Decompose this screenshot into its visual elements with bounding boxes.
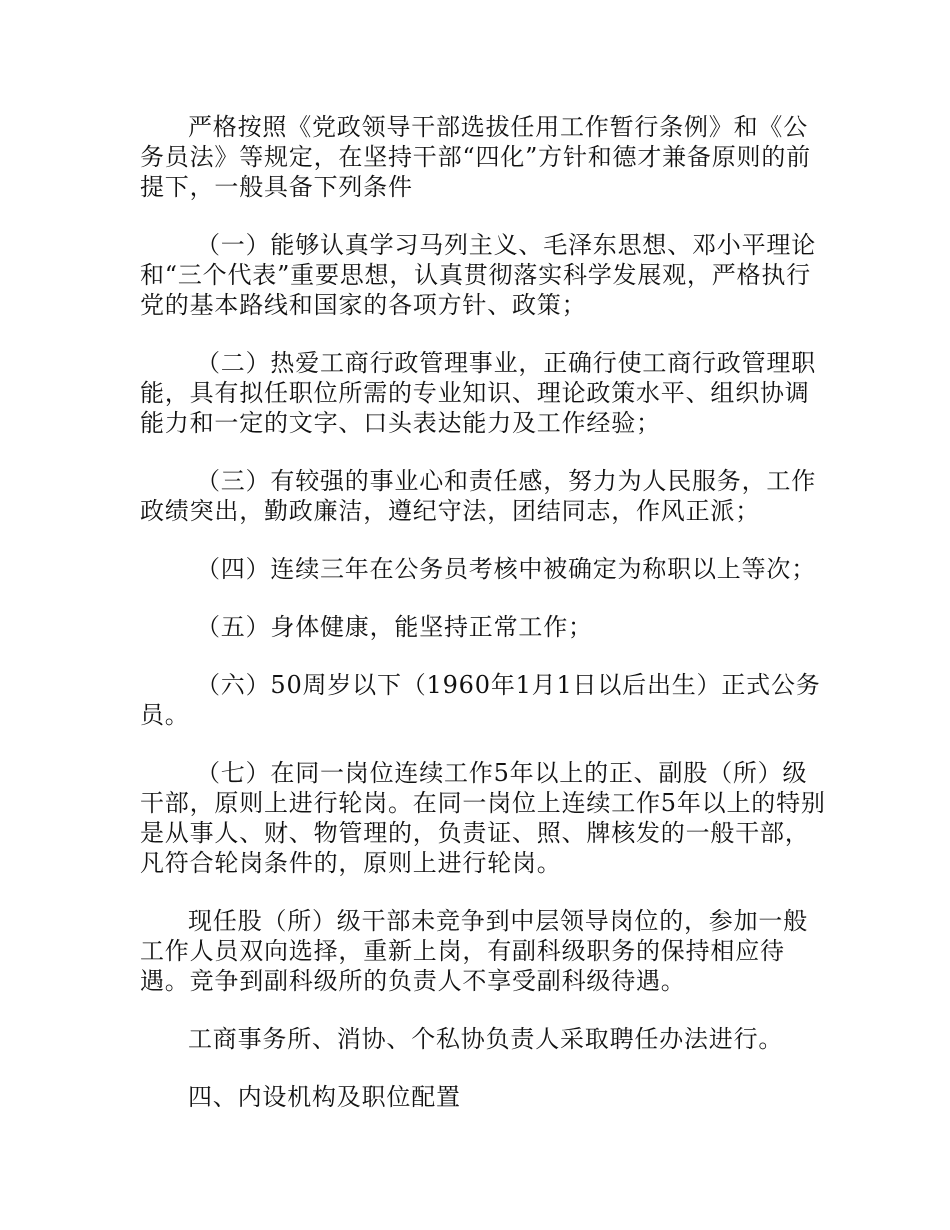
paragraph-condition-7: （七）在同一岗位连续工作5年以上的正、副股（所）级干部，原则上进行轮岗。在同一岗位上连续工作5年以上的特别是从事人、财、物管理的，负责证、照、牌核发的一般干部，凡符合轮岗条件的，原则上进行轮岗。 (140, 759, 826, 877)
paragraph-condition-1: （一）能够认真学习马列主义、毛泽东思想、邓小平理论和“三个代表”重要思想，认真贯彻落实科学发展观，严格执行党的基本路线和国家的各项方针、政策； (140, 231, 816, 319)
paragraph-intro: 严格按照《党政领导干部选拔任用工作暂行条例》和《公务员法》等规定，在坚持干部“四化”方针和德才兼备原则的前提下，一般具备下列条件 (140, 113, 811, 201)
document-body (140, 112, 828, 1112)
paragraph-condition-4: （四）连续三年在公务员考核中被确定为称职以上等次； (196, 555, 816, 583)
paragraph-condition-3: （三）有较强的事业心和责任感，努力为人民服务，工作政绩突出，勤政廉洁，遵纪守法，团结同志，作风正派； (140, 467, 816, 525)
paragraph-condition-6: （六）50周岁以下（1960年1月1日以后出生）正式公务员。 (140, 671, 821, 729)
paragraph-condition-5: （五）身体健康，能坚持正常工作； (196, 613, 593, 641)
section-heading: 四、内设机构及职位配置 (188, 1083, 461, 1111)
paragraph-condition-2: （二）热爱工商行政管理事业，正确行使工商行政管理职能，具有拟任职位所需的专业知识、理论政策水平、组织协调能力和一定的文字、口头表达能力及工作经验； (140, 349, 816, 437)
paragraph-current-cadres: 现任股（所）级干部未竞争到中层领导岗位的，参加一般工作人员双向选择，重新上岗，有副科级职务的保持相应待遇。竞争到副科级所的负责人不享受副科级待遇。 (140, 907, 808, 995)
paragraph-appointment: 工商事务所、消协、个私协负责人采取聘任办法进行。 (188, 1025, 784, 1053)
